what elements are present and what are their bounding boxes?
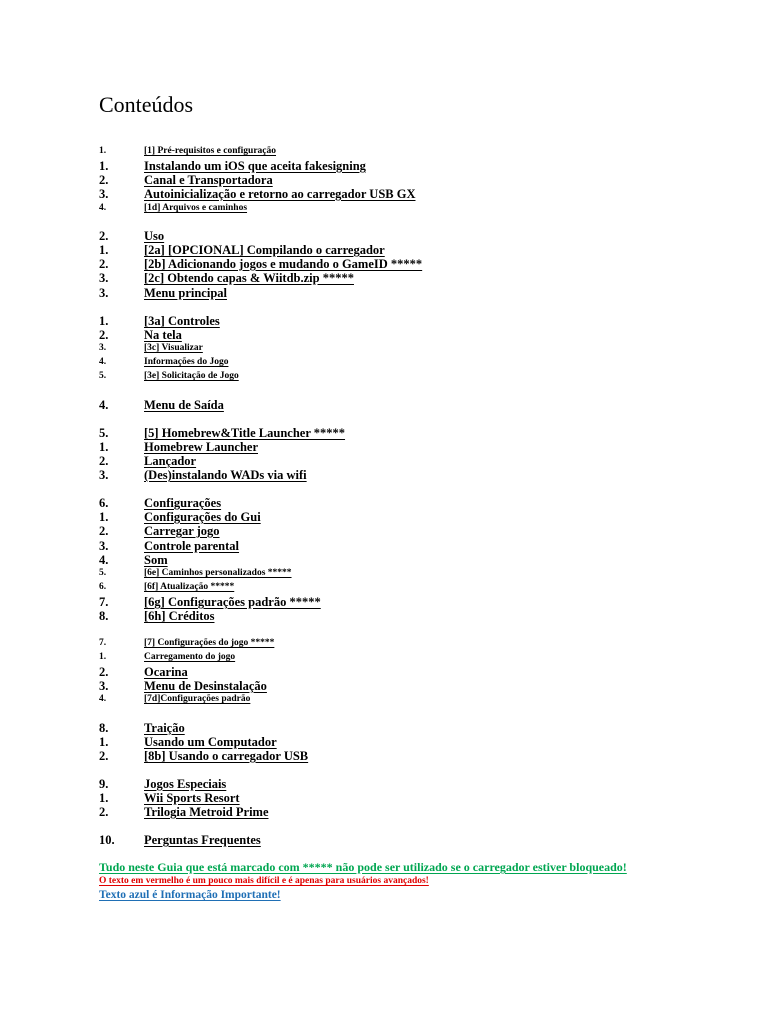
- toc-entry[interactable]: [99, 454, 196, 468]
- toc-entry-number: 2.: [99, 665, 109, 679]
- toc-entry[interactable]: [99, 187, 416, 201]
- toc-entry-label: Ocarina: [144, 665, 188, 679]
- toc-entry-label: Na tela: [144, 328, 182, 342]
- toc-entry-number: 5.: [99, 426, 109, 440]
- toc-entry[interactable]: [99, 609, 214, 623]
- toc-entry[interactable]: [99, 271, 354, 285]
- toc-entry-label: Wii Sports Resort: [144, 791, 240, 805]
- toc-entry-label: [6f] Atualização *****: [144, 582, 235, 592]
- toc-entry-number: 3.: [99, 539, 109, 553]
- toc-entry[interactable]: [99, 791, 240, 805]
- toc-entry[interactable]: [99, 749, 308, 763]
- toc-entry[interactable]: [99, 524, 220, 538]
- toc-entry-label: Perguntas Frequentes: [144, 833, 261, 847]
- toc-entry[interactable]: [99, 426, 345, 440]
- toc-entry-number: 9.: [99, 777, 109, 791]
- toc-entry-label: Homebrew Launcher: [144, 440, 258, 454]
- toc-entry-number: 4.: [99, 553, 109, 567]
- toc-entry-label: Menu de Saída: [144, 398, 224, 412]
- toc-entry-number: 7.: [99, 595, 109, 609]
- toc-entry[interactable]: [99, 665, 188, 679]
- toc-entry[interactable]: [99, 243, 385, 257]
- toc-entry-label: [7] Configurações do jogo *****: [144, 638, 275, 648]
- toc-entry-label: [2b] Adicionando jogos e mudando o GameID *****: [144, 257, 423, 271]
- toc-entry-number: 1.: [99, 314, 109, 328]
- green-note: Tudo neste Guia que está marcado com ***** não pode ser utilizado se o carregador estiver bloqueado!: [99, 860, 627, 874]
- toc-entry-label: Usando um Computador: [144, 735, 277, 749]
- toc-entry-label: [6g] Configurações padrão *****: [144, 595, 321, 609]
- toc-entry-number: 2.: [99, 749, 109, 763]
- toc-entry-label: Carregamento do jogo: [144, 652, 236, 662]
- toc-entry-number: 4.: [99, 203, 107, 213]
- toc-entry[interactable]: [99, 693, 250, 705]
- toc-entry-label: [5] Homebrew&Title Launcher *****: [144, 426, 346, 440]
- toc-entry[interactable]: [99, 679, 267, 693]
- toc-entry[interactable]: [99, 637, 274, 649]
- toc-entry[interactable]: [99, 496, 221, 510]
- toc-entry[interactable]: [99, 581, 234, 593]
- toc-entry-number: 7.: [99, 638, 107, 648]
- toc-entry-label: Traição: [144, 721, 185, 735]
- toc-entry[interactable]: [99, 328, 182, 342]
- toc-entry-label: [1d] Arquivos e caminhos: [144, 203, 248, 213]
- red-note: O texto em vermelho é um pouco mais difícil e é apenas para usuários avançados!: [99, 876, 429, 886]
- toc-entry-number: 2.: [99, 257, 109, 271]
- toc-entry[interactable]: [99, 159, 366, 173]
- toc-entry[interactable]: [99, 567, 292, 579]
- toc-entry[interactable]: [99, 440, 258, 454]
- toc-entry-number: 1.: [99, 243, 109, 257]
- toc-entry-number: 2.: [99, 328, 109, 342]
- toc-entry-number: 5.: [99, 371, 107, 381]
- toc-entry[interactable]: [99, 539, 239, 553]
- toc-entry[interactable]: [99, 145, 276, 157]
- toc-entry-label: Jogos Especiais: [144, 777, 227, 791]
- toc-entry-label: [6e] Caminhos personalizados *****: [144, 568, 292, 578]
- toc-entry[interactable]: [99, 651, 235, 663]
- toc-entry-label: Som: [144, 553, 168, 567]
- toc-entry[interactable]: [99, 468, 307, 482]
- toc-entry-number: 1.: [99, 146, 107, 156]
- toc-entry-label: [7d]Configurações padrão: [144, 694, 251, 704]
- toc-entry-number: 1.: [99, 510, 109, 524]
- toc-entry-label: Controle parental: [144, 539, 240, 553]
- blue-note: Texto azul é Informação Importante!: [99, 889, 281, 901]
- toc-entry-number: 1.: [99, 791, 109, 805]
- toc-entry-number: 2.: [99, 524, 109, 538]
- toc-entry-number: 2.: [99, 173, 109, 187]
- toc-entry-number: 1.: [99, 735, 109, 749]
- toc-entry-label: Menu principal: [144, 286, 227, 300]
- toc-entry[interactable]: [99, 553, 168, 567]
- toc-entry-label: [3e] Solicitação de Jogo: [144, 371, 239, 381]
- toc-entry-number: 3.: [99, 286, 109, 300]
- toc-entry[interactable]: [99, 833, 261, 847]
- toc-entry[interactable]: [99, 735, 277, 749]
- toc-entry-number: 4.: [99, 398, 109, 412]
- toc-entry-label: Autoinicialização e retorno ao carregador USB GX: [144, 187, 416, 201]
- toc-entry[interactable]: [99, 229, 164, 243]
- toc-entry[interactable]: [99, 370, 239, 382]
- toc-entry-label: Canal e Transportadora: [144, 173, 273, 187]
- toc-entry-number: 3.: [99, 468, 109, 482]
- toc-entry-number: 2.: [99, 805, 109, 819]
- toc-entry[interactable]: [99, 314, 220, 328]
- page-title: Conteúdos: [99, 92, 194, 117]
- toc-entry-label: [1] Pré-requisitos e configuração: [144, 146, 277, 156]
- toc-entry[interactable]: [99, 202, 247, 214]
- toc-entry-number: 6.: [99, 496, 109, 510]
- toc-entry-label: Configurações do Gui: [144, 510, 261, 524]
- toc-entry-number: 10.: [99, 833, 115, 847]
- toc-entry-number: 3.: [99, 271, 109, 285]
- toc-entry-label: [6h] Créditos: [144, 609, 215, 623]
- toc-entry-label: Lançador: [144, 454, 197, 468]
- toc-entry-number: 6.: [99, 582, 107, 592]
- toc-entry[interactable]: [99, 356, 228, 368]
- toc-entry[interactable]: [99, 777, 226, 791]
- toc-entry-number: 1.: [99, 440, 109, 454]
- toc-entry-label: (Des)instalando WADs via wifi: [144, 468, 307, 482]
- toc-entry-number: 4.: [99, 357, 107, 367]
- toc-entry-number: 1.: [99, 652, 107, 662]
- toc-entry[interactable]: [99, 595, 321, 609]
- toc-entry-label: Configurações: [144, 496, 222, 510]
- toc-entry-number: 3.: [99, 187, 109, 201]
- toc-entry-number: 3.: [99, 343, 107, 353]
- toc-entry[interactable]: [99, 286, 227, 300]
- toc-entry-number: 2.: [99, 229, 109, 243]
- toc-entry-number: 3.: [99, 679, 109, 693]
- toc-entry-label: Instalando um iOS que aceita fakesigning: [144, 159, 366, 173]
- toc-entry-label: Menu de Desinstalação: [144, 679, 267, 693]
- toc-entry[interactable]: [99, 398, 224, 412]
- toc-entry-label: [2a] [OPCIONAL] Compilando o carregador: [144, 243, 385, 257]
- toc-entry[interactable]: [99, 805, 269, 819]
- toc-entry-label: Carregar jogo: [144, 524, 220, 538]
- toc-entry-number: 2.: [99, 454, 109, 468]
- toc-entry[interactable]: [99, 510, 261, 524]
- toc-entry-label: Uso: [144, 229, 165, 243]
- toc-entry-label: Informações do Jogo: [144, 357, 229, 367]
- toc-entry-number: 8.: [99, 721, 109, 735]
- toc-entry[interactable]: [99, 721, 185, 735]
- toc-entry-label: [8b] Usando o carregador USB: [144, 749, 309, 763]
- toc-entry-label: [3c] Visualizar: [144, 343, 203, 353]
- toc-entry-number: 8.: [99, 609, 109, 623]
- toc-entry-label: [3a] Controles: [144, 314, 220, 328]
- toc-entry[interactable]: [99, 257, 422, 271]
- toc-entry[interactable]: [99, 173, 273, 187]
- toc-entry-number: 1.: [99, 159, 109, 173]
- toc-entry-number: 5.: [99, 568, 107, 578]
- toc-entry-label: Trilogia Metroid Prime: [144, 805, 269, 819]
- toc-entry-label: [2c] Obtendo capas & Wiitdb.zip *****: [144, 271, 354, 285]
- toc-entry[interactable]: [99, 342, 203, 354]
- toc-entry-number: 4.: [99, 694, 107, 704]
